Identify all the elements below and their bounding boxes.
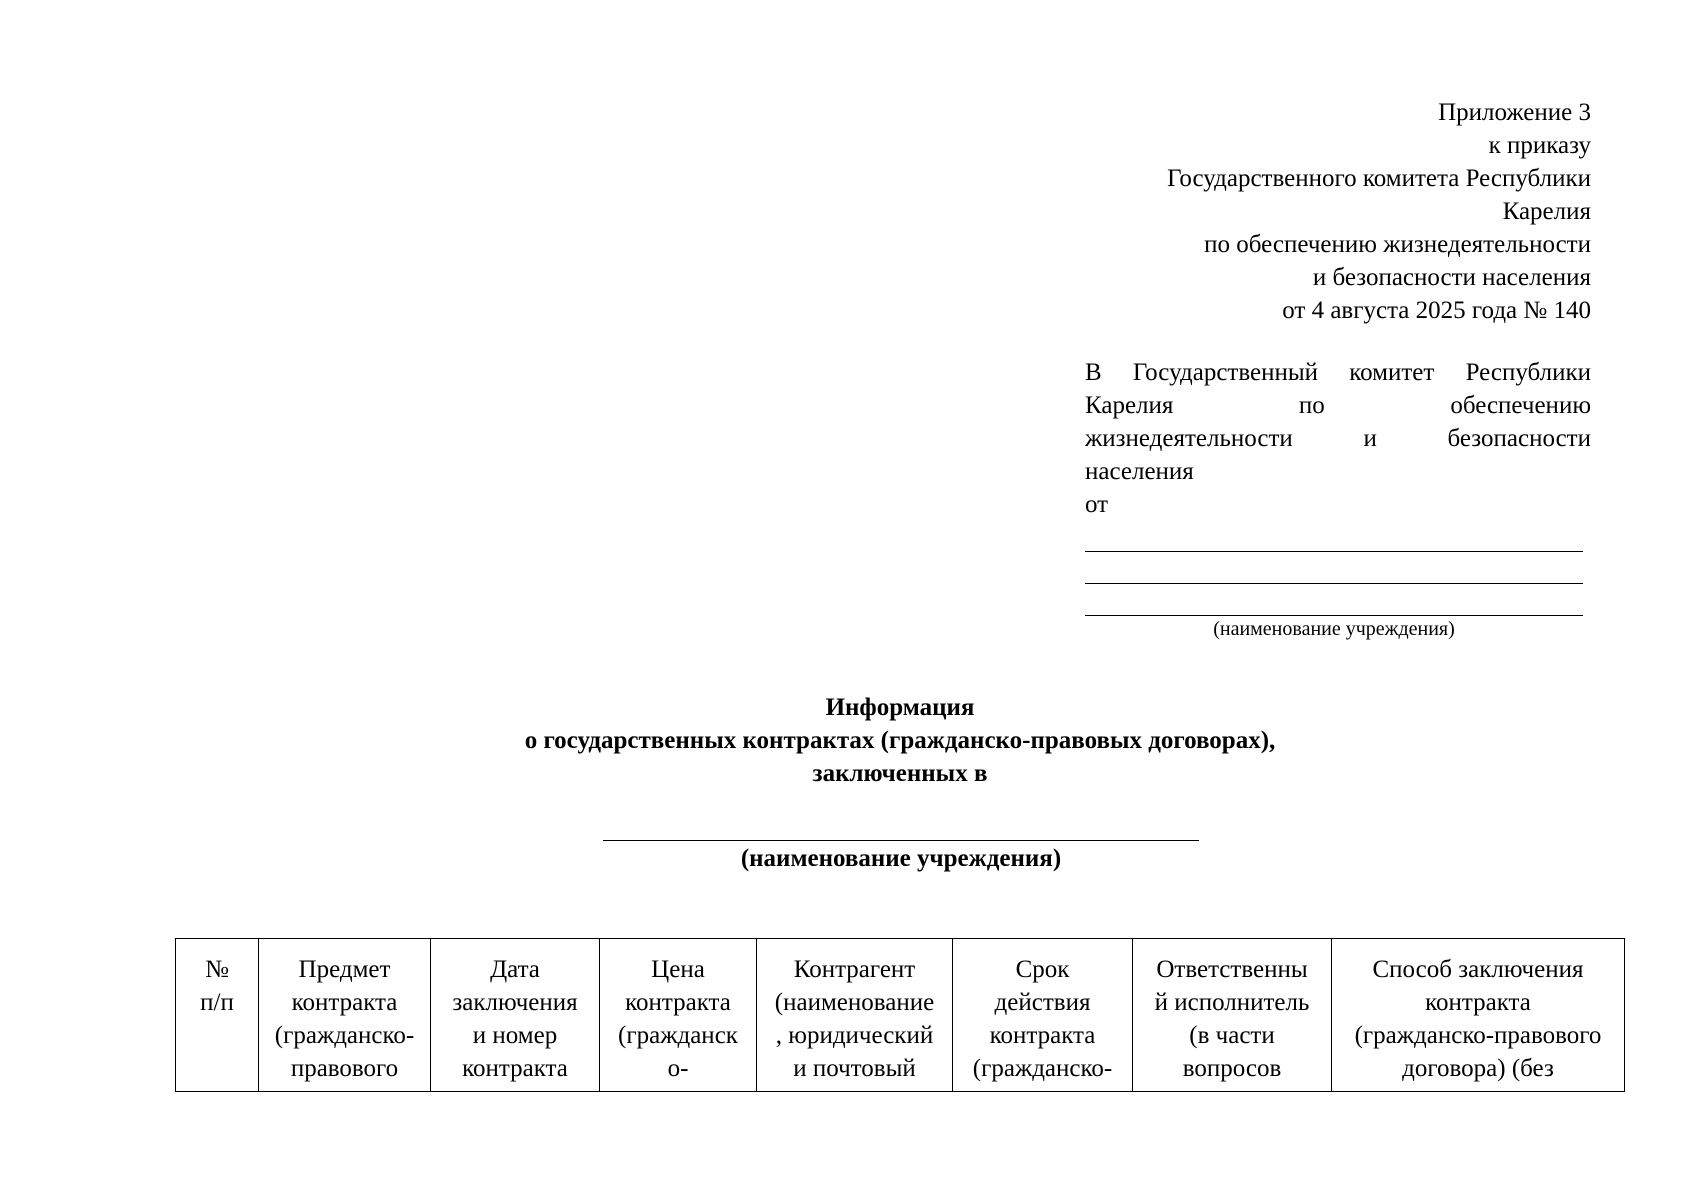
annex-line: Государственного комитета Республики [1167,165,1591,192]
addressee-line: населения [1085,458,1194,485]
annex-line: Приложение 3 [1438,99,1591,126]
institution-fill-line [603,840,1199,841]
heading-title: Информация [825,694,975,721]
table-header-row [176,939,1625,1092]
column-header: Цена контракта (гражданск о- [600,939,757,1092]
heading-subtitle: заключенных в [812,760,988,787]
annex-line: к приказу [1488,132,1591,159]
annex-line: от 4 августа 2025 года № 140 [1282,297,1591,324]
sender-fill-line [1085,551,1583,552]
annex-line: Карелия [1502,198,1591,225]
addressee-line: В Государственный комитет Республики [1085,359,1591,386]
heading-subtitle: о государственных контрактах (гражданско-правовых договорах), [524,727,1276,754]
column-header: Дата заключения и номер контракта [431,939,600,1092]
annex-block [1031,96,1591,327]
addressee-line: Карелия по обеспечению [1085,392,1591,419]
column-header: Способ заключения контракта (гражданско-правового договора) (без [1332,939,1625,1092]
contracts-table [175,938,1625,1092]
sender-fill-line [1085,615,1583,616]
column-header: Ответственны й исполнитель (в части вопросов [1133,939,1332,1092]
sender-caption: (наименование учреждения) [1213,618,1455,640]
institution-caption: (наименование учреждения) [740,845,1062,872]
column-header: Предмет контракта (гражданско- правового [259,939,431,1092]
addressee-line: от [1085,491,1109,518]
annex-line: и безопасности населения [1312,264,1591,291]
column-header: Контрагент (наименование , юридический и почтовый [757,939,953,1092]
addressee-line: жизнедеятельности и безопасности [1085,425,1591,452]
addressee-block [1085,356,1591,521]
annex-line: по обеспечению жизнедеятельности [1204,231,1591,258]
column-header: Срок действия контракта (гражданско- [953,939,1133,1092]
document-heading [0,691,1697,790]
column-header: № п/п [176,939,259,1092]
sender-fill-line [1085,583,1583,584]
